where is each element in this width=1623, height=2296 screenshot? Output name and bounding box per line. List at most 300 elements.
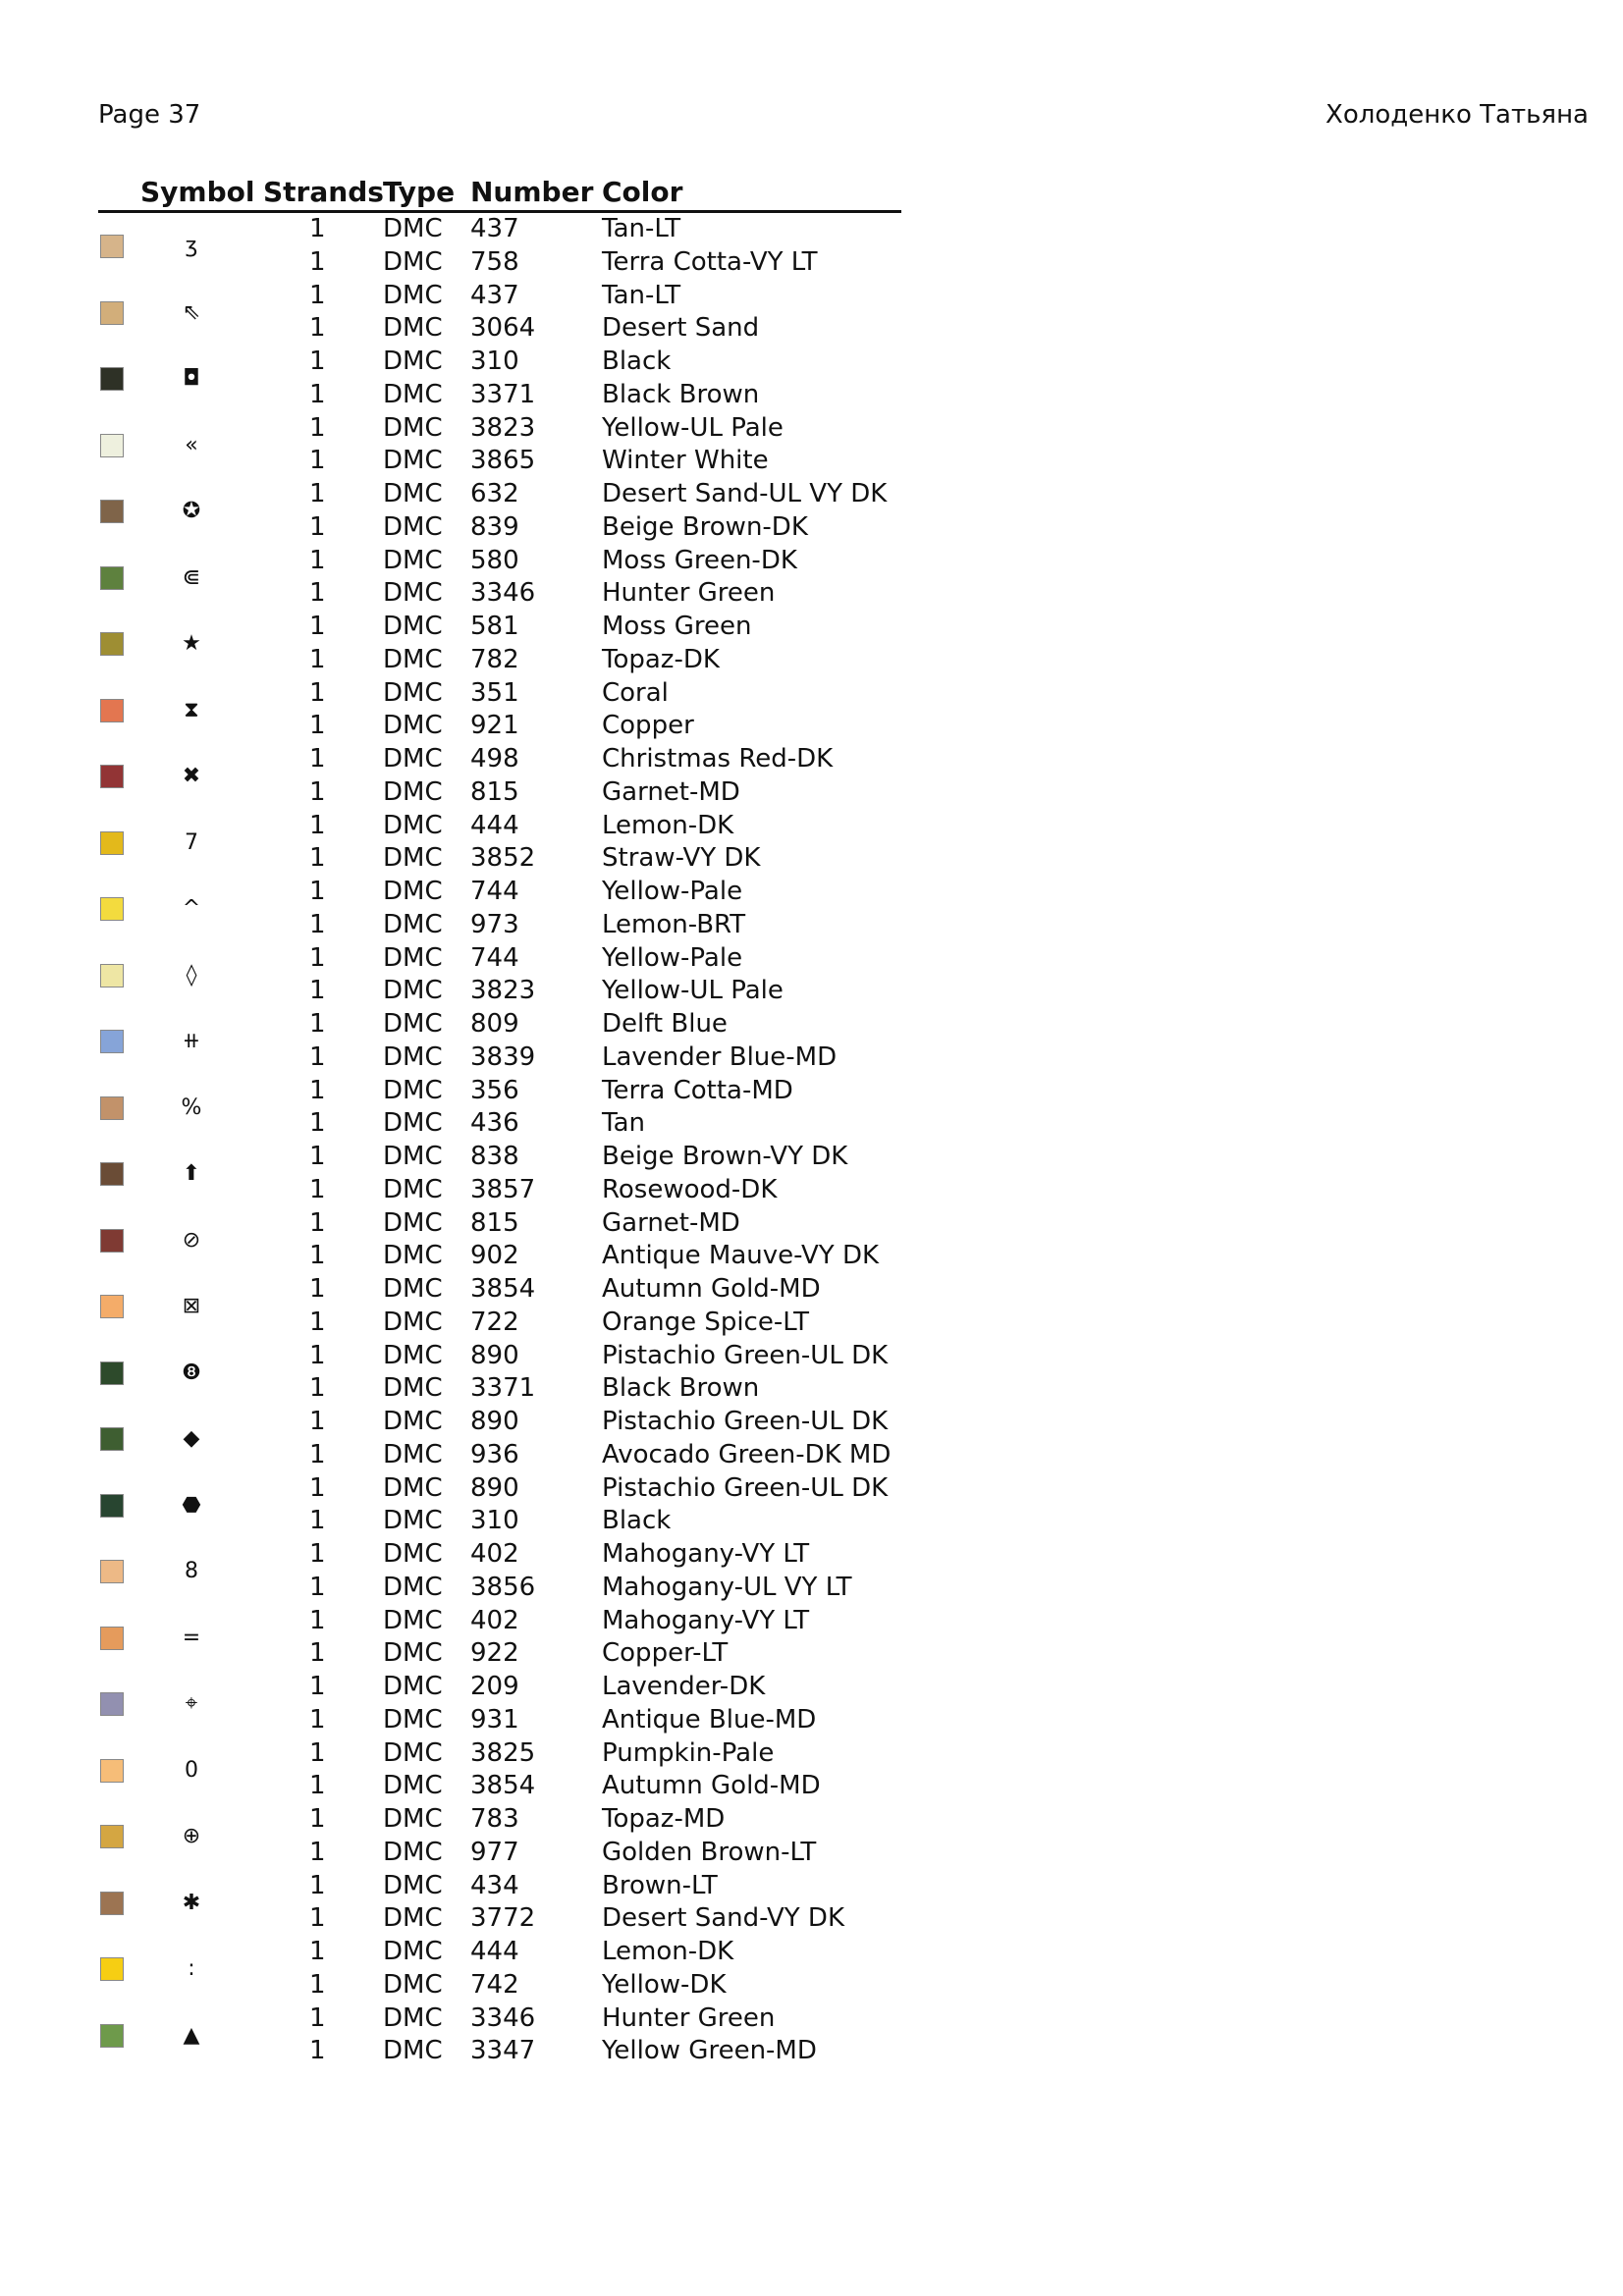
table-row (98, 1041, 982, 1075)
cell-color: Yellow-UL Pale (602, 412, 784, 443)
cell-type: DMC (383, 280, 443, 310)
cell-strands: 1 (309, 1937, 326, 1966)
cell-strands: 1 (309, 677, 326, 708)
cell-color: Yellow Green-MD (602, 2036, 817, 2066)
cell-strands: 1 (309, 1837, 326, 1867)
cell-strands: 1 (309, 246, 326, 277)
cell-number: 3854 (470, 1274, 536, 1304)
cell-number: 839 (470, 511, 519, 542)
cell-strands: 1 (309, 976, 326, 1006)
cell-type: DMC (383, 1937, 443, 1966)
cell-color: Tan-LT (602, 214, 681, 243)
cell-strands: 1 (309, 1041, 326, 1072)
stitch-symbol-icon: ✱ (182, 1890, 201, 1915)
cell-color: Lemon-DK (602, 810, 734, 840)
stitch-symbol-icon: ▲ (183, 2022, 200, 2048)
cell-color: Mahogany-VY LT (602, 1605, 810, 1635)
cell-type: DMC (383, 379, 443, 409)
cell-number: 815 (470, 776, 519, 807)
cell-color: Orange Spice-LT (602, 1307, 810, 1337)
table-row (98, 1273, 982, 1307)
cell-type: DMC (383, 1241, 443, 1271)
cell-color: Moss Green (602, 612, 752, 641)
cell-number: 498 (470, 744, 519, 774)
cell-number: 3347 (470, 2036, 536, 2066)
cell-strands: 1 (309, 1009, 326, 1039)
cell-number: 437 (470, 280, 519, 310)
thread-group (98, 1340, 982, 1407)
cell-color: Autumn Gold-MD (602, 1274, 821, 1304)
cell-color: Yellow-UL Pale (602, 976, 784, 1006)
cell-strands: 1 (309, 412, 326, 443)
table-row (98, 611, 982, 644)
thread-group (98, 1273, 982, 1340)
cell-color: Pistachio Green-UL DK (602, 1472, 889, 1503)
cell-type: DMC (383, 1672, 443, 1701)
cell-number: 3346 (470, 578, 536, 609)
cell-strands: 1 (309, 1207, 326, 1238)
cell-strands: 1 (309, 1539, 326, 1569)
stitch-symbol-icon: ◆ (183, 1426, 200, 1451)
cell-type: DMC (383, 2002, 443, 2033)
cell-color: Terra Cotta-MD (602, 1075, 793, 1105)
cell-type: DMC (383, 1373, 443, 1404)
cell-color: Autumn Gold-MD (602, 1771, 821, 1801)
cell-type: DMC (383, 511, 443, 542)
table-row (98, 1770, 982, 1803)
cell-number: 3371 (470, 379, 536, 409)
cell-strands: 1 (309, 479, 326, 508)
stitch-symbol-icon: ⊕ (182, 1824, 201, 1848)
cell-type: DMC (383, 1506, 443, 1536)
cell-number: 931 (470, 1704, 519, 1735)
thread-group (98, 1538, 982, 1605)
cell-color: Coral (602, 677, 669, 708)
cell-strands: 1 (309, 810, 326, 840)
thread-group (98, 1008, 982, 1075)
cell-strands: 1 (309, 1274, 326, 1304)
cell-type: DMC (383, 1108, 443, 1139)
table-row (98, 412, 982, 446)
table-row (98, 213, 982, 246)
table-row (98, 1969, 982, 2002)
thread-group (98, 1671, 982, 1737)
cell-color: Rosewood-DK (602, 1174, 778, 1204)
cell-color: Black (602, 347, 672, 376)
cell-number: 815 (470, 1207, 519, 1238)
stitch-symbol-icon: ◊ (186, 962, 197, 988)
cell-color: Hunter Green (602, 2002, 776, 2033)
cell-type: DMC (383, 942, 443, 973)
cell-number: 744 (470, 877, 519, 906)
cell-strands: 1 (309, 1174, 326, 1204)
stitch-symbol-icon: ⧺ (182, 1029, 201, 1053)
cell-number: 580 (470, 545, 519, 575)
cell-number: 3825 (470, 1737, 536, 1768)
table-row (98, 1637, 982, 1671)
cell-number: 3064 (470, 313, 536, 344)
cell-color: Christmas Red-DK (602, 744, 834, 774)
table-row (98, 842, 982, 876)
cell-number: 3856 (470, 1572, 536, 1602)
cell-color: Golden Brown-LT (602, 1837, 817, 1867)
thread-group (98, 942, 982, 1009)
cell-color: Black Brown (602, 379, 760, 409)
table-row (98, 1107, 982, 1141)
table-row (98, 1837, 982, 1870)
thread-group (98, 545, 982, 612)
stitch-symbol-icon: ❽ (182, 1360, 201, 1385)
page-number: Page 37 (98, 100, 201, 130)
thread-group (98, 1803, 982, 1870)
cell-type: DMC (383, 545, 443, 575)
cell-strands: 1 (309, 347, 326, 376)
cell-type: DMC (383, 1439, 443, 1469)
stitch-symbol-icon: ◘ (183, 366, 200, 391)
cell-number: 722 (470, 1307, 519, 1337)
cell-color: Garnet-MD (602, 1207, 740, 1238)
cell-number: 3772 (470, 1903, 536, 1934)
cell-color: Lavender-DK (602, 1672, 766, 1701)
cell-color: Pistachio Green-UL DK (602, 1340, 889, 1370)
cell-type: DMC (383, 1737, 443, 1768)
cell-color: Lemon-DK (602, 1937, 734, 1966)
cell-type: DMC (383, 1771, 443, 1801)
table-row (98, 1572, 982, 1605)
cell-strands: 1 (309, 612, 326, 641)
cell-strands: 1 (309, 1804, 326, 1834)
cell-strands: 1 (309, 1472, 326, 1503)
cell-color: Copper (602, 711, 694, 741)
table-row (98, 1174, 982, 1207)
stitch-symbol-icon: ⬆ (182, 1161, 201, 1186)
table-row (98, 346, 982, 379)
thread-group (98, 743, 982, 810)
cell-color: Antique Blue-MD (602, 1704, 817, 1735)
cell-type: DMC (383, 843, 443, 874)
cell-type: DMC (383, 1472, 443, 1503)
header-type: Type (383, 176, 456, 208)
thread-group (98, 611, 982, 677)
cell-number: 3865 (470, 446, 536, 476)
cell-number: 3857 (470, 1174, 536, 1204)
cell-strands: 1 (309, 1704, 326, 1735)
table-row (98, 511, 982, 545)
cell-number: 890 (470, 1340, 519, 1370)
cell-strands: 1 (309, 1108, 326, 1139)
cell-type: DMC (383, 479, 443, 508)
cell-type: DMC (383, 1969, 443, 2000)
cell-strands: 1 (309, 1241, 326, 1271)
stitch-symbol-icon: ⇖ (182, 299, 201, 325)
table-row (98, 1307, 982, 1340)
thread-group (98, 677, 982, 744)
cell-number: 632 (470, 479, 519, 508)
stitch-symbol-icon: ⊠ (182, 1294, 201, 1318)
table-row (98, 810, 982, 843)
cell-number: 936 (470, 1439, 519, 1469)
cell-strands: 1 (309, 1737, 326, 1768)
cell-color: Delft Blue (602, 1009, 728, 1039)
table-row (98, 280, 982, 313)
cell-color: Antique Mauve-VY DK (602, 1241, 880, 1271)
cell-type: DMC (383, 1407, 443, 1436)
table-row (98, 1870, 982, 1903)
table-row (98, 644, 982, 677)
cell-color: Topaz-MD (602, 1804, 726, 1834)
cell-color: Winter White (602, 446, 769, 476)
cell-strands: 1 (309, 1572, 326, 1602)
cell-color: Tan-LT (602, 280, 681, 310)
stitch-symbol-icon: 8 (185, 1559, 198, 1583)
cell-color: Lavender Blue-MD (602, 1041, 838, 1072)
table-row (98, 1141, 982, 1174)
thread-group (98, 478, 982, 545)
table-row (98, 876, 982, 909)
cell-number: 436 (470, 1108, 519, 1139)
cell-number: 402 (470, 1605, 519, 1635)
table-row (98, 2035, 982, 2068)
cell-color: Garnet-MD (602, 776, 740, 807)
thread-group (98, 213, 982, 280)
cell-number: 581 (470, 612, 519, 641)
thread-group (98, 1936, 982, 2002)
cell-strands: 1 (309, 578, 326, 609)
cell-number: 809 (470, 1009, 519, 1039)
stitch-symbol-icon: ʒ (185, 234, 198, 258)
cell-strands: 1 (309, 776, 326, 807)
cell-strands: 1 (309, 1771, 326, 1801)
stitch-symbol-icon: ⧗ (184, 697, 199, 722)
cell-strands: 1 (309, 644, 326, 674)
thread-group (98, 1141, 982, 1207)
cell-color: Hunter Green (602, 578, 776, 609)
thread-group (98, 1737, 982, 1804)
thread-group (98, 1870, 982, 1937)
cell-strands: 1 (309, 1672, 326, 1701)
stitch-symbol-icon: ✪ (182, 499, 201, 523)
cell-number: 402 (470, 1539, 519, 1569)
cell-type: DMC (383, 1638, 443, 1669)
cell-type: DMC (383, 711, 443, 741)
table-row (98, 942, 982, 976)
cell-color: Mahogany-UL VY LT (602, 1572, 852, 1602)
cell-color: Tan (602, 1108, 645, 1139)
thread-group (98, 280, 982, 347)
cell-type: DMC (383, 1340, 443, 1370)
cell-type: DMC (383, 1903, 443, 1934)
stitch-symbol-icon: ⊘ (182, 1227, 201, 1253)
cell-strands: 1 (309, 1373, 326, 1404)
table-row (98, 1008, 982, 1041)
cell-strands: 1 (309, 744, 326, 774)
table-row (98, 710, 982, 743)
cell-number: 744 (470, 942, 519, 973)
cell-type: DMC (383, 877, 443, 906)
cell-strands: 1 (309, 1307, 326, 1337)
stitch-symbol-icon: 7 (185, 829, 198, 855)
cell-number: 973 (470, 909, 519, 939)
table-row (98, 1207, 982, 1241)
table-row (98, 445, 982, 478)
thread-group (98, 2002, 982, 2069)
cell-color: Yellow-DK (602, 1969, 727, 2000)
table-row (98, 1240, 982, 1273)
table-row (98, 1538, 982, 1572)
table-row (98, 246, 982, 280)
cell-type: DMC (383, 1804, 443, 1834)
author-name: Холоденко Татьяна (1325, 100, 1589, 130)
cell-number: 444 (470, 810, 519, 840)
cell-type: DMC (383, 578, 443, 609)
thread-group (98, 1075, 982, 1142)
cell-color: Brown-LT (602, 1870, 718, 1900)
cell-number: 209 (470, 1672, 519, 1701)
cell-number: 977 (470, 1837, 519, 1867)
cell-strands: 1 (309, 711, 326, 741)
cell-color: Mahogany-VY LT (602, 1539, 810, 1569)
table-row (98, 743, 982, 776)
cell-color: Desert Sand-VY DK (602, 1903, 844, 1934)
table-row (98, 1803, 982, 1837)
cell-strands: 1 (309, 214, 326, 243)
cell-strands: 1 (309, 843, 326, 874)
cell-number: 310 (470, 1506, 519, 1536)
cell-color: Pumpkin-Pale (602, 1737, 775, 1768)
stitch-symbol-icon: ⌖ (185, 1691, 198, 1716)
cell-number: 3852 (470, 843, 536, 874)
table-row (98, 1671, 982, 1704)
table-row (98, 1472, 982, 1506)
cell-type: DMC (383, 1041, 443, 1072)
cell-type: DMC (383, 744, 443, 774)
cell-color: Beige Brown-VY DK (602, 1142, 848, 1171)
cell-color: Pistachio Green-UL DK (602, 1407, 889, 1436)
table-row (98, 1704, 982, 1737)
stitch-symbol-icon: ⬣ (182, 1492, 201, 1518)
table-row (98, 677, 982, 711)
thread-group (98, 1207, 982, 1274)
cell-strands: 1 (309, 2002, 326, 2033)
stitch-symbol-icon: : (188, 1956, 195, 1981)
thread-group (98, 1472, 982, 1539)
thread-group (98, 810, 982, 877)
cell-type: DMC (383, 810, 443, 840)
cell-color: Avocado Green-DK MD (602, 1439, 892, 1469)
table-header (98, 175, 901, 213)
cell-strands: 1 (309, 909, 326, 939)
thread-group (98, 1605, 982, 1672)
cell-color: Desert Sand-UL VY DK (602, 479, 888, 508)
cell-strands: 1 (309, 1340, 326, 1370)
cell-color: Terra Cotta-VY LT (602, 246, 818, 277)
cell-strands: 1 (309, 1439, 326, 1469)
cell-type: DMC (383, 1009, 443, 1039)
cell-type: DMC (383, 2036, 443, 2066)
cell-number: 758 (470, 246, 519, 277)
cell-strands: 1 (309, 1870, 326, 1900)
stitch-symbol-icon: ^ (182, 896, 201, 921)
cell-strands: 1 (309, 1407, 326, 1436)
table-row (98, 478, 982, 511)
table-row (98, 1737, 982, 1771)
cell-number: 783 (470, 1804, 519, 1834)
cell-number: 922 (470, 1638, 519, 1669)
cell-number: 434 (470, 1870, 519, 1900)
cell-strands: 1 (309, 2036, 326, 2066)
stitch-symbol-icon: % (181, 1095, 202, 1120)
cell-type: DMC (383, 909, 443, 939)
header-strands: Strands (263, 176, 384, 208)
cell-strands: 1 (309, 877, 326, 906)
cell-type: DMC (383, 1605, 443, 1635)
cell-type: DMC (383, 644, 443, 674)
cell-type: DMC (383, 677, 443, 708)
cell-type: DMC (383, 214, 443, 243)
cell-type: DMC (383, 612, 443, 641)
table-row (98, 1605, 982, 1638)
cell-type: DMC (383, 1075, 443, 1105)
table-row (98, 1439, 982, 1472)
cell-strands: 1 (309, 1142, 326, 1171)
cell-strands: 1 (309, 1605, 326, 1635)
cell-color: Yellow-Pale (602, 877, 743, 906)
table-row (98, 909, 982, 942)
table-row (98, 379, 982, 412)
cell-type: DMC (383, 1307, 443, 1337)
thread-group (98, 412, 982, 479)
header-color: Color (602, 176, 683, 208)
table-row (98, 1936, 982, 1969)
cell-strands: 1 (309, 313, 326, 344)
table-row (98, 577, 982, 611)
cell-number: 742 (470, 1969, 519, 2000)
header-number: Number (470, 176, 594, 208)
cell-number: 921 (470, 711, 519, 741)
cell-color: Lemon-BRT (602, 909, 746, 939)
cell-number: 902 (470, 1241, 519, 1271)
header-symbol: Symbol (140, 176, 255, 208)
cell-number: 444 (470, 1937, 519, 1966)
cell-color: Straw-VY DK (602, 843, 761, 874)
cell-type: DMC (383, 1539, 443, 1569)
table-row (98, 1505, 982, 1538)
cell-number: 890 (470, 1407, 519, 1436)
table-row (98, 975, 982, 1008)
thread-group (98, 346, 982, 412)
cell-color: Beige Brown-DK (602, 511, 808, 542)
cell-type: DMC (383, 1704, 443, 1735)
cell-color: Moss Green-DK (602, 545, 797, 575)
cell-number: 3854 (470, 1771, 536, 1801)
cell-strands: 1 (309, 379, 326, 409)
stitch-symbol-icon: = (182, 1625, 201, 1650)
cell-strands: 1 (309, 545, 326, 575)
cell-type: DMC (383, 1837, 443, 1867)
cell-type: DMC (383, 347, 443, 376)
table-row (98, 2002, 982, 2036)
cell-type: DMC (383, 412, 443, 443)
cell-type: DMC (383, 1142, 443, 1171)
cell-type: DMC (383, 1572, 443, 1602)
cell-color: Desert Sand (602, 313, 760, 344)
cell-type: DMC (383, 1274, 443, 1304)
cell-type: DMC (383, 246, 443, 277)
table-row (98, 545, 982, 578)
cell-color: Yellow-Pale (602, 942, 743, 973)
cell-number: 3371 (470, 1373, 536, 1404)
thread-key-table (98, 213, 982, 2068)
